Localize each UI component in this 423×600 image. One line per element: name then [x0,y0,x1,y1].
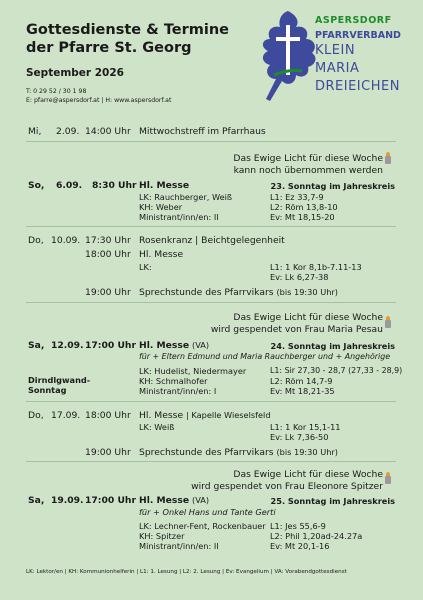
entry-title [139,287,338,298]
divider [26,461,396,462]
office-hours-note: (bis 19:30 Uhr) [276,287,338,297]
entry-time: 19:00 Uhr [85,447,131,458]
entry-date: 19.09. [51,495,84,506]
ministrants: Ministrant/inn/en: II [139,212,219,222]
entry-time: 17:00 Uhr [85,340,136,351]
mass-title: Hl. Messe [139,410,184,421]
entry-title: Hl. Messe [139,180,190,191]
mass-title: Hl. Messe [139,340,190,351]
eternal-light-text: wird gespendet von Frau Maria Pesau [210,324,383,335]
lector-names: LK: Lechner-Fent, Rockenbauer [139,521,266,531]
entry-title: Hl. Messe [139,249,184,260]
entry-title [139,447,338,458]
sunday-label: 25. Sonntag im Jahreskreis [270,496,395,506]
ministrants: Ministrant/inn/en: II [139,541,219,551]
entry-time: 14:00 Uhr [85,126,131,137]
reading-1: L1: 1 Kor 15,1-11 [270,422,341,432]
phone-number: T: 0 29 52 / 30 1 98 [26,88,87,95]
gospel: Ev: Mt 18,21-35 [270,386,335,396]
logo-aspersdorf: ASPERSDORF [315,15,392,26]
communion-helper: KH: Spitzer [139,531,185,541]
lector-names: LK: Weiß [139,422,175,432]
divider [26,226,396,227]
reading-2: L2: Röm 14,7-9 [270,376,333,386]
communion-helper: KH: Weber [139,202,183,212]
logo-klein: KLEIN [315,43,356,58]
ministrants: Ministrant/inn/en: I [139,386,217,396]
entry-date: 10.09. [51,235,81,246]
oak-leaf-cross-icon [244,5,324,105]
entry-day: Do, [28,235,44,246]
entry-day: Mi, [28,126,42,137]
divider [26,302,396,303]
eternal-light-text: Das Ewige Licht für diese Woche [233,153,383,164]
reading-1: L1: Jes 55,6-9 [270,521,326,531]
gospel: Ev: Mt 18,15-20 [270,212,335,222]
lector-names: LK: Hudelist, Niedermayer [139,366,247,376]
entry-title: Mittwochstreff im Pfarrhaus [139,126,266,137]
gospel: Ev: Lk 6,27-38 [270,272,329,282]
entry-time: 17:30 Uhr [85,235,131,246]
mass-note: (VA) [192,340,210,350]
entry-title [139,410,271,421]
divider [26,141,396,142]
entry-time: 8:30 Uhr [92,180,137,191]
lector-names: LK: Rauchberger, Weiß [139,192,233,202]
candle-icon [385,472,391,484]
entry-title: Rosenkranz | Beichtgelegenheit [139,235,285,246]
reading-1: L1: 1 Kor 8,1b-7.11-13 [270,262,362,272]
entry-time: 18:00 Uhr [85,410,131,421]
parish-logo [244,5,414,110]
entry-day: Sa, [28,340,45,351]
office-hours-text: Sprechstunde des Pfarrvikars [139,287,274,298]
mass-intention: für + Eltern Edmund und Maria Rauchberger und + Angehörige [139,352,391,361]
office-hours-text: Sprechstunde des Pfarrvikars [139,447,274,458]
office-hours-note: (bis 19:30 Uhr) [276,447,338,457]
page-title-line2: der Pfarre St. Georg [26,40,192,56]
candle-icon [385,316,391,328]
lector-names: LK: [139,262,152,272]
entry-time: 19:00 Uhr [85,287,131,298]
mass-intention: für + Onkel Hans und Tante Gerti [139,507,276,517]
entry-time: 18:00 Uhr [85,249,131,260]
eternal-light-text: Das Ewige Licht für diese Woche [233,469,383,480]
mass-note: (VA) [192,495,210,505]
logo-maria: MARIA [315,61,360,76]
reading-1: L1: Sir 27,30 - 28,7 (27,33 - 28,9) [270,366,403,375]
side-note: Sonntag [28,385,67,395]
entry-day: Do, [28,410,44,421]
footer-legend: LK: Lektor/en | KH: Kommunionhelferin | L1: 1. Lesung | L2: 2. Lesung | Ev: Evangelium | VA: Vorabendgottesdienst [26,569,347,575]
reading-1: L1: Ez 33,7-9 [270,192,324,202]
sunday-label: 23. Sonntag im Jahreskreis [270,181,395,191]
candle-icon [385,152,391,164]
contact-line: E: pfarre@aspersdorf.at | H: www.aspersdorf.at [26,97,172,104]
divider [26,401,396,402]
mass-title: Hl. Messe [139,495,190,506]
entry-day: Sa, [28,495,45,506]
eternal-light-text: wird gespendet von Frau Eleonore Spitzer [191,481,383,492]
entry-title [139,495,209,506]
entry-date: 12.09. [51,340,84,351]
gospel: Ev: Mt 20,1-16 [270,541,330,551]
logo-pfarrverband: PFARRVERBAND [315,30,401,41]
communion-helper: KH: Schmalhofer [139,376,208,386]
page-title-line1: Gottesdienste & Termine [26,22,230,38]
reading-2: L2: Phil 1,20ad-24.27a [270,531,363,541]
eternal-light-text: kann noch übernommen werden [233,165,383,176]
eternal-light-text: Das Ewige Licht für diese Woche [233,312,383,323]
entry-date: 2.09. [56,126,80,137]
reading-2: L2: Röm 13,8-10 [270,202,338,212]
month-title: September 2026 [26,67,124,79]
logo-dreieichen: DREIEICHEN [315,79,400,94]
location-note: | Kapelle Wieselsfeld [186,410,271,420]
sunday-label: 24. Sonntag im Jahreskreis [270,341,395,351]
entry-day: So, [28,180,45,191]
entry-title [139,340,209,351]
side-note: Dirndlgwand- [28,375,91,385]
entry-date: 6.09. [56,180,83,191]
entry-date: 17.09. [51,410,81,421]
gospel: Ev: Lk 7,36-50 [270,432,329,442]
entry-time: 17:00 Uhr [85,495,136,506]
